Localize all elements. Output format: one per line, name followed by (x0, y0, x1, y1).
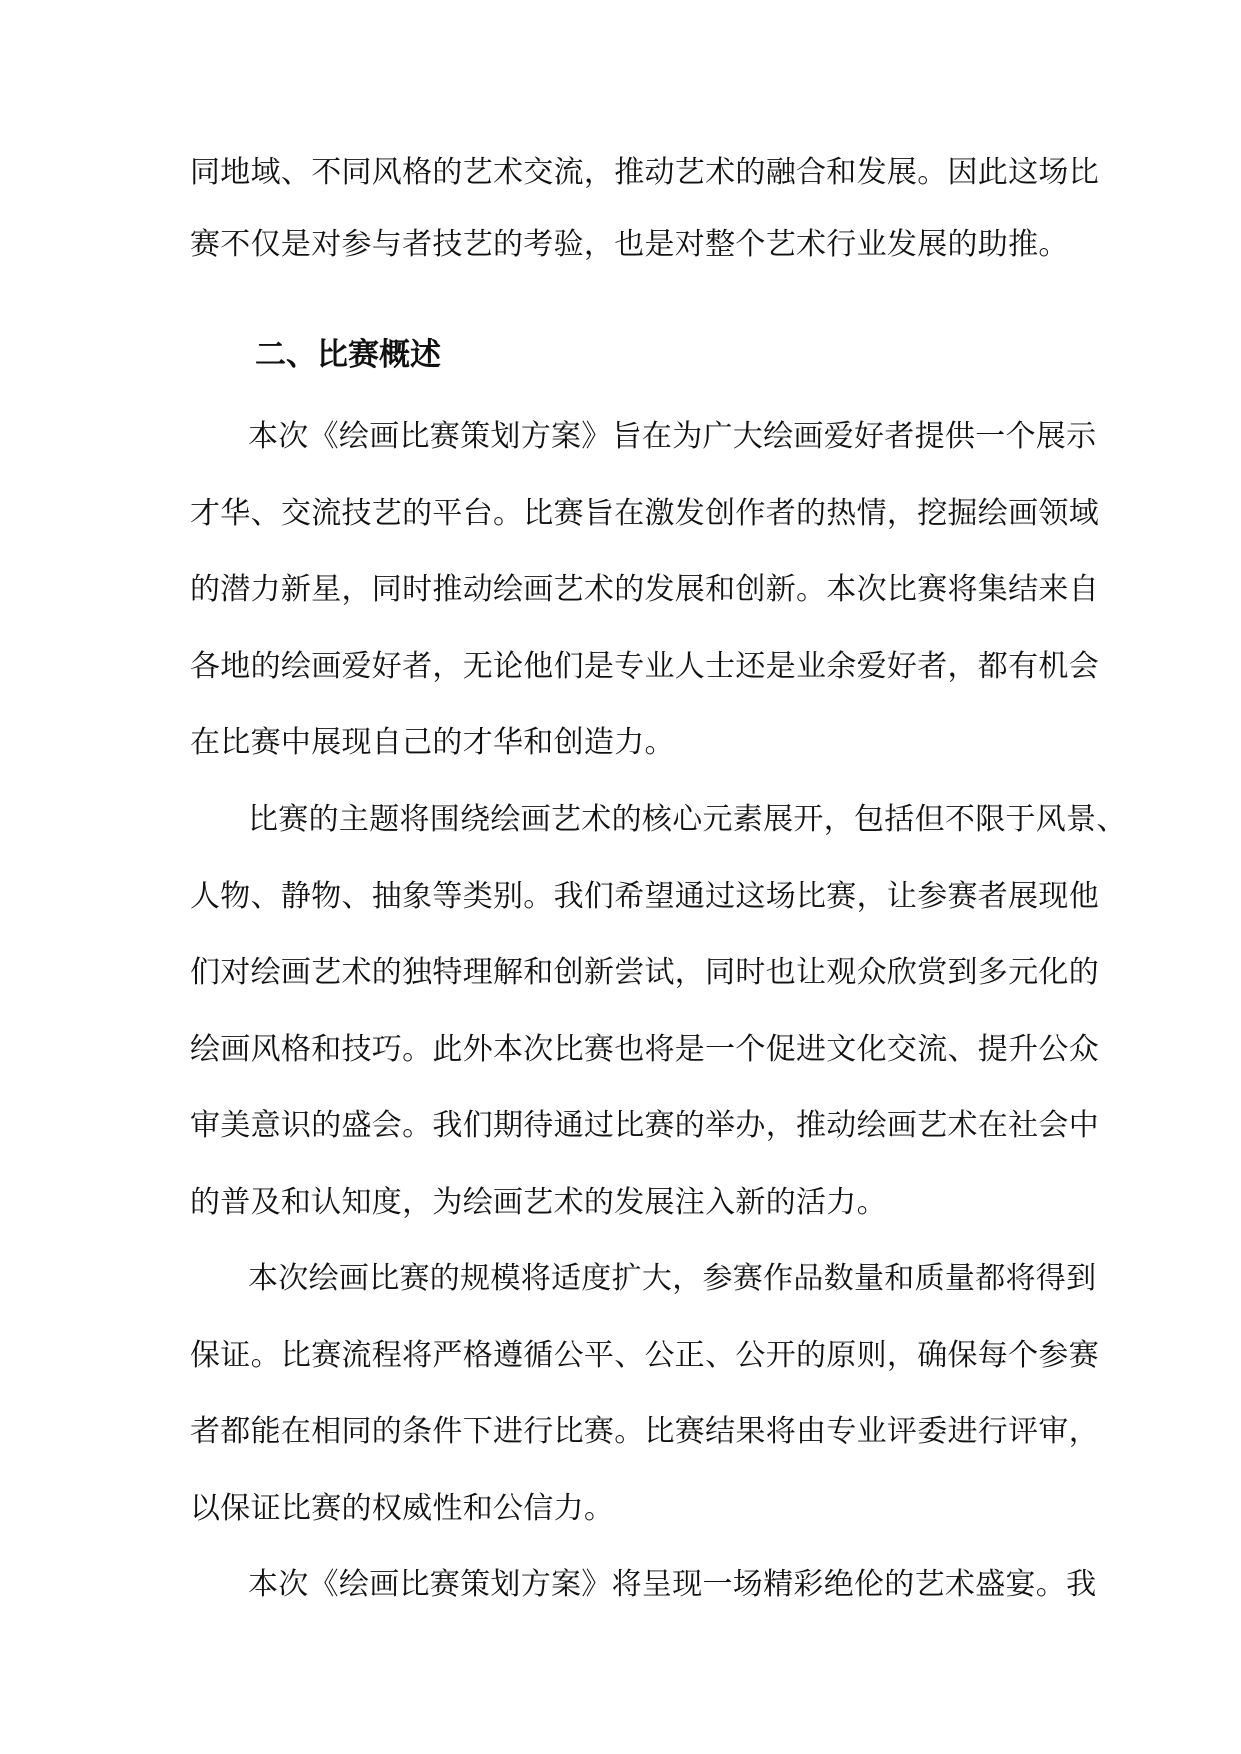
paragraph-3-line-2: 保证。比赛流程将严格遵循公平、公正、公开的原则，确保每个参赛 (190, 1338, 1099, 1373)
paragraph-1-line-4: 各地的绘画爱好者，无论他们是专业人士还是业余爱好者，都有机会 (190, 649, 1099, 684)
paragraph-4-line-1: 本次《绘画比赛策划方案》将呈现一场精彩绝伦的艺术盛宴。我 (248, 1567, 1097, 1602)
paragraph-2-line-3: 们对绘画艺术的独特理解和创新尝试，同时也让观众欣赏到多元化的 (190, 955, 1099, 990)
paragraph-3-line-4: 以保证比赛的权威性和公信力。 (190, 1491, 615, 1526)
paragraph-3-line-1: 本次绘画比赛的规模将适度扩大，参赛作品数量和质量都将得到 (248, 1261, 1097, 1296)
paragraph-2-line-1: 比赛的主题将围绕绘画艺术的核心元素展开，包括但不限于风景、 (248, 802, 1127, 837)
paragraph-1-line-3: 的潜力新星，同时推动绘画艺术的发展和创新。本次比赛将集结来自 (190, 572, 1099, 607)
paragraph-1-line-1: 本次《绘画比赛策划方案》旨在为广大绘画爱好者提供一个展示 (248, 419, 1097, 454)
intro-line-2: 赛不仅是对参与者技艺的考验，也是对整个艺术行业发展的助推。 (190, 227, 1069, 262)
paragraph-2-line-4: 绘画风格和技巧。此外本次比赛也将是一个促进文化交流、提升公众 (190, 1032, 1099, 1067)
paragraph-1-line-2: 才华、交流技艺的平台。比赛旨在激发创作者的热情，挖掘绘画领域 (190, 496, 1099, 531)
paragraph-2-line-5: 审美意识的盛会。我们期待通过比赛的举办，推动绘画艺术在社会中 (190, 1108, 1099, 1143)
paragraph-3-line-3: 者都能在相同的条件下进行比赛。比赛结果将由专业评委进行评审， (190, 1414, 1099, 1449)
paragraph-2-line-2: 人物、静物、抽象等类别。我们希望通过这场比赛，让参赛者展现他 (190, 879, 1099, 914)
paragraph-2-line-6: 的普及和认知度，为绘画艺术的发展注入新的活力。 (190, 1185, 887, 1220)
intro-line-1: 同地域、不同风格的艺术交流，推动艺术的融合和发展。因此这场比 (190, 155, 1099, 190)
paragraph-1-line-5: 在比赛中展现自己的才华和创造力。 (190, 725, 675, 760)
section-heading: 二、比赛概述 (255, 337, 441, 373)
